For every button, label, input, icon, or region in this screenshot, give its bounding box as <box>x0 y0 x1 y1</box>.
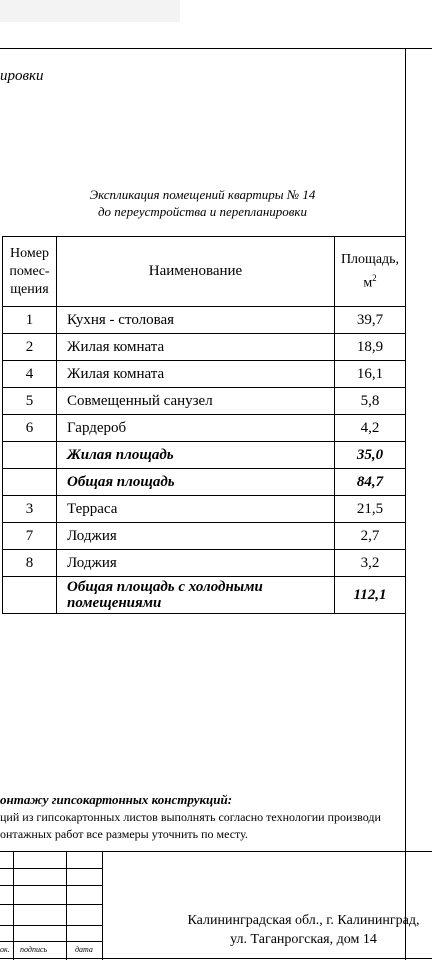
row-area: 35,0 <box>335 442 406 469</box>
row-name: Общая площадь с холодными помещениями <box>57 577 335 614</box>
row-area: 16,1 <box>335 361 406 388</box>
table-row <box>3 496 406 523</box>
row-area: 5,8 <box>335 388 406 415</box>
row-number: 1 <box>3 307 57 334</box>
table-row <box>3 361 406 388</box>
table-row <box>3 307 406 334</box>
row-area: 39,7 <box>335 307 406 334</box>
top-gray-box <box>0 0 180 22</box>
header-area-unit: $м^2$ <box>363 272 377 291</box>
stamp-label: подпись <box>20 945 48 954</box>
row-name: Общая площадь <box>57 469 335 496</box>
row-number: 2 <box>3 334 57 361</box>
row-name: Совмещенный санузел <box>57 388 335 415</box>
row-name: Жилая комната <box>57 334 335 361</box>
row-number: 5 <box>3 388 57 415</box>
table-header-row <box>3 237 406 307</box>
row-number <box>3 469 57 496</box>
notes-line-1: ций из гипсокартонных листов выполнять согласно технологии производи <box>0 810 381 824</box>
explication-subtitle: до переустройства и перепланировки <box>97 204 308 219</box>
row-name: Лоджия <box>57 550 335 577</box>
row-number: 3 <box>3 496 57 523</box>
row-name: Жилая площадь <box>57 442 335 469</box>
explication-title: Экспликация помещений квартиры № 14 <box>89 187 316 202</box>
row-name: Кухня - столовая <box>57 307 335 334</box>
notes-line-2: онтажных работ все размеры уточнить по месту. <box>0 827 248 841</box>
row-area: 4,2 <box>335 415 406 442</box>
stamp-address-line-2: ул. Таганрогская, дом 14 <box>230 932 377 947</box>
table-row <box>3 415 406 442</box>
table-row <box>3 334 406 361</box>
row-name: Терраса <box>57 496 335 523</box>
header-number-line: Номер <box>10 245 49 261</box>
row-area: 3,2 <box>335 550 406 577</box>
header-number-line: щения <box>10 281 49 297</box>
row-name: Лоджия <box>57 523 335 550</box>
row-area: 2,7 <box>335 523 406 550</box>
row-number: 8 <box>3 550 57 577</box>
row-number: 4 <box>3 361 57 388</box>
row-area: 84,7 <box>335 469 406 496</box>
stamp-label: дата <box>75 945 93 954</box>
row-area: 21,5 <box>335 496 406 523</box>
header-area <box>335 237 406 307</box>
row-number <box>3 577 57 614</box>
stamp-address-line-1: Калининградская обл., г. Калининград, <box>187 913 420 928</box>
header-number <box>3 237 57 307</box>
row-number: 6 <box>3 415 57 442</box>
notes-title: онтажу гипсокартонных конструкций: <box>0 792 233 807</box>
table-row <box>3 523 406 550</box>
row-name: Жилая комната <box>57 361 335 388</box>
header-name: Наименование <box>57 237 335 307</box>
row-name: Гардероб <box>57 415 335 442</box>
table-row <box>3 577 406 614</box>
stamp-label: ок. <box>0 945 10 954</box>
table-row <box>3 388 406 415</box>
sheet-top-border <box>0 48 432 49</box>
header-number-line: помеc- <box>9 263 50 279</box>
row-number <box>3 442 57 469</box>
table-row <box>3 442 406 469</box>
header-area-label: Площадь, <box>340 251 400 267</box>
header-fragment: ировки <box>0 68 44 84</box>
explication-table <box>2 236 406 614</box>
row-area: 112,1 <box>335 577 406 614</box>
row-number: 7 <box>3 523 57 550</box>
table-row <box>3 469 406 496</box>
row-area: 18,9 <box>335 334 406 361</box>
table-row <box>3 550 406 577</box>
